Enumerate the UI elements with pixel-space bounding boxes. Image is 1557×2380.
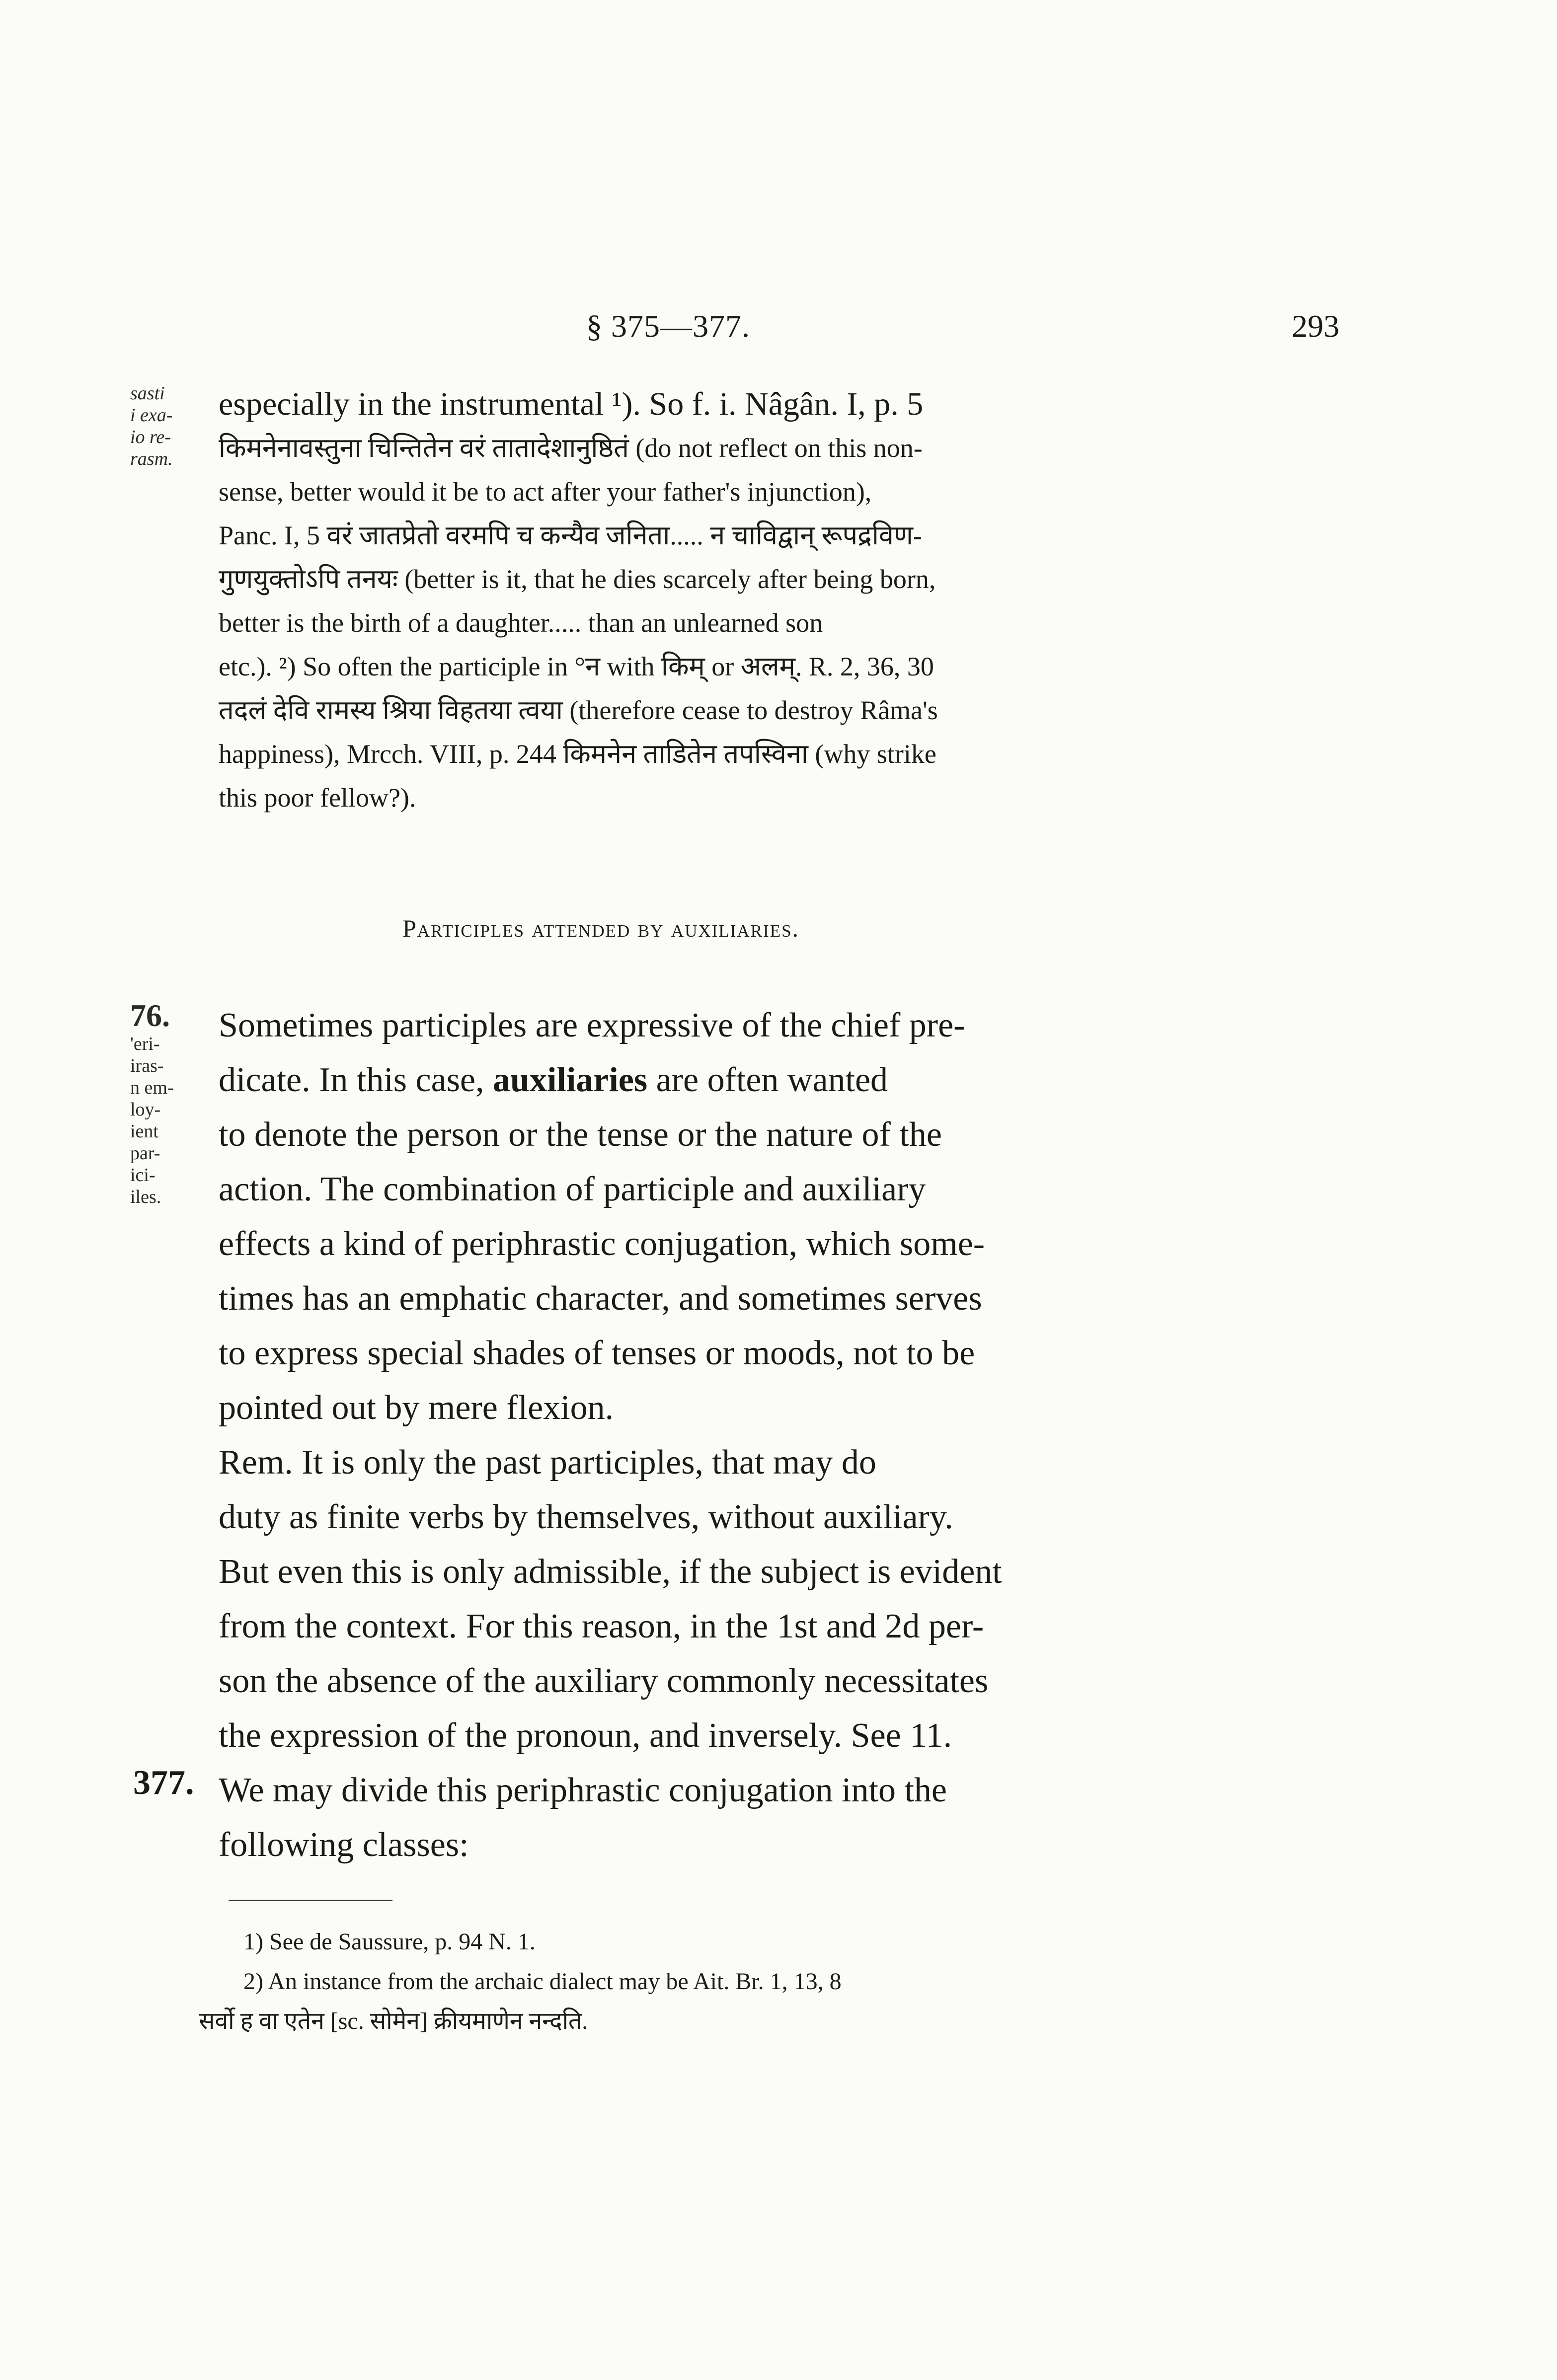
margin-note-line: n em-: [130, 1077, 174, 1098]
text-line: happiness), Mrcch. VIII, p. 244 किमनेन ताडितेन तपस्विना (why strike: [219, 739, 936, 769]
margin-note-line: 'eri-: [130, 1034, 160, 1054]
text-line: following classes:: [219, 1826, 469, 1864]
footnote-rule: [229, 1900, 392, 1901]
footnote-1: 1) See de Saussure, p. 94 N. 1.: [243, 1929, 536, 1955]
margin-note-line: iras-: [130, 1055, 164, 1076]
footnote-2-continuation: सर्वो ह वा एतेन [sc. सोमेन] क्रीयमाणेन नन्दति.: [199, 2008, 588, 2034]
text-line: किमनेनावस्तुना चिन्तितेन वरं तातादेशानुष्ठितं (do not reflect on this non-: [219, 433, 923, 463]
section-number-376: 76.: [130, 998, 170, 1033]
margin-note-line: sasti: [130, 383, 165, 404]
paragraph-376: [219, 998, 1252, 1435]
text-line: better is the birth of a daughter..... than an unlearned son: [219, 608, 823, 638]
text-line: times has an emphatic character, and sometimes serves: [219, 1279, 982, 1318]
text-line: etc.). ²) So often the participle in °न with किम् or अलम्. R. 2, 36, 30: [219, 652, 934, 681]
text-line: sense, better would it be to act after your father's injunction),: [219, 477, 872, 507]
footnote-2: 2) An instance from the archaic dialect may be Ait. Br. 1, 13, 8: [243, 1968, 842, 1995]
text-line: this poor fellow?).: [219, 783, 416, 813]
margin-note-line: loy-: [130, 1099, 161, 1120]
text-line: Rem. It is only the past participles, that may do: [219, 1443, 876, 1482]
text-line: We may divide this periphrastic conjugation into the: [219, 1771, 947, 1809]
margin-note-376: [130, 998, 174, 1208]
text-line: But even this is only admissible, if the subject is evident: [219, 1553, 1002, 1591]
page-number: 293: [1292, 308, 1339, 344]
text-line: duty as finite verbs by themselves, without auxiliary.: [219, 1498, 953, 1536]
margin-note-line: io re-: [130, 427, 171, 447]
text-line: son the absence of the auxiliary commonly necessitates: [219, 1662, 989, 1700]
margin-note-line: par-: [130, 1143, 160, 1164]
text-line: to express special shades of tenses or moods, not to be: [219, 1334, 975, 1372]
paragraph-377: [219, 1763, 1252, 1872]
text-line: from the context. For this reason, in the 1st and 2d per-: [219, 1607, 984, 1645]
margin-note-top: [130, 382, 173, 470]
text-line: Panc. I, 5 वरं जातप्रेतो वरमपि च कन्यैव जनिता..... न चाविद्वान् रूपद्रविण-: [219, 521, 922, 550]
section-title: Participles attended by auxiliaries.: [402, 914, 800, 942]
text-line: action. The combination of participle and auxiliary: [219, 1170, 926, 1208]
margin-note-line: i exa-: [130, 405, 173, 426]
text-line: to denote the person or the tense or the nature of the: [219, 1116, 942, 1154]
margin-note-line: rasm.: [130, 448, 173, 469]
margin-note-line: ici-: [130, 1165, 156, 1186]
text-line: गुणयुक्तोऽपि तनयः (better is it, that he dies scarcely after being born,: [219, 564, 936, 594]
margin-note-line: ient: [130, 1121, 158, 1142]
text-line: pointed out by mere flexion.: [219, 1389, 614, 1427]
text-line: especially in the instrumental ¹). So f. i. Nâgân. I, p. 5: [219, 386, 924, 422]
remark-paragraph: [219, 1435, 1252, 1763]
text-line: तदलं देवि रामस्य श्रिया विहतया त्वया (therefore cease to destroy Râma's: [219, 695, 938, 725]
text-line: dicate. In this case, auxiliaries are often wanted: [219, 1061, 888, 1099]
text-line: the expression of the pronoun, and inversely. See 11.: [219, 1716, 952, 1755]
margin-note-line: iles.: [130, 1187, 161, 1207]
paragraph-375: [219, 382, 1252, 819]
section-range-header: § 375—377.: [586, 308, 750, 344]
emphasized-term: auxiliaries: [493, 1061, 648, 1099]
text-line: Sometimes participles are expressive of the chief pre-: [219, 1006, 965, 1044]
text-line: effects a kind of periphrastic conjugation, which some-: [219, 1225, 985, 1263]
section-number-377: 377.: [133, 1764, 194, 1802]
